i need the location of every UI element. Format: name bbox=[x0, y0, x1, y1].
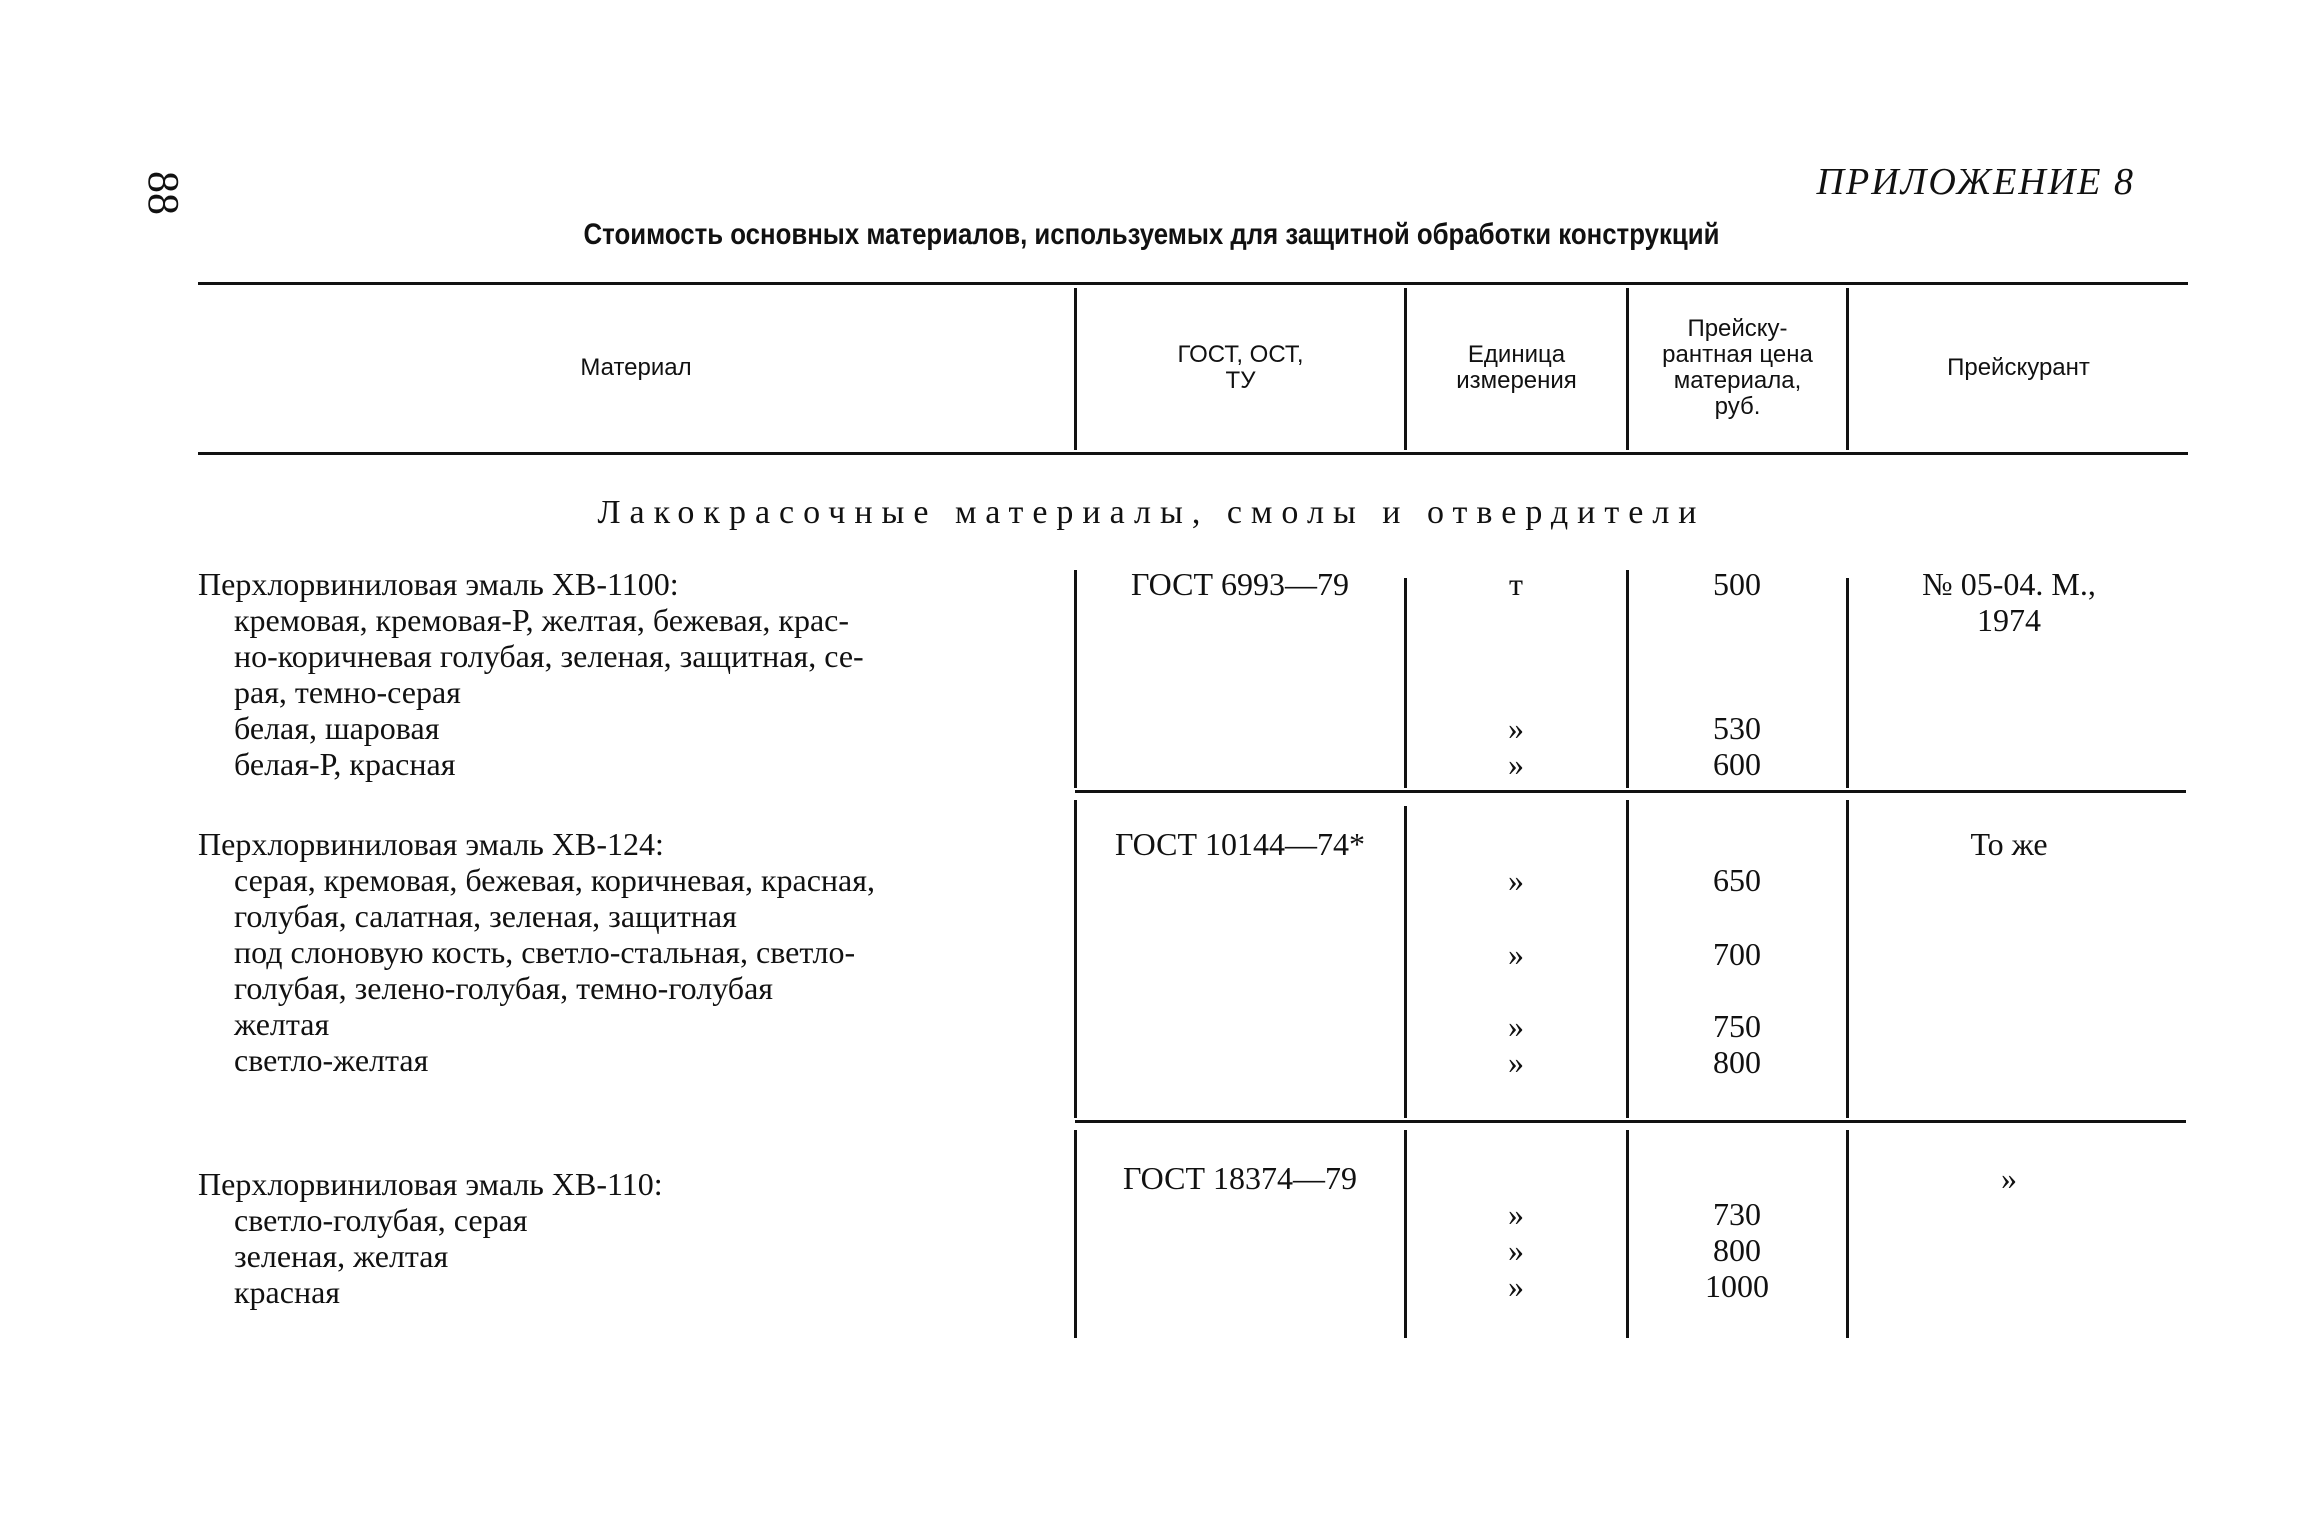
pricelist-cell bbox=[1847, 1160, 2171, 1196]
section-title: Лакокрасочные материалы, смолы и отвердители bbox=[597, 494, 1706, 531]
header-unit-line: Единица bbox=[1467, 341, 1566, 368]
header-unit-line: измерения bbox=[1456, 367, 1577, 394]
document-title: Стоимость основных материалов, используемых для защитной обработки конструкций bbox=[583, 218, 1720, 251]
material-variant: под слоновую кость, светло-стальная, светло- bbox=[234, 934, 856, 970]
group-1-bottom-rule bbox=[1075, 790, 2186, 793]
header-price bbox=[1629, 288, 1846, 448]
pricelist-cell bbox=[1847, 566, 2171, 638]
unit-cell: » bbox=[1508, 936, 1524, 972]
price-cell: 750 bbox=[1713, 1008, 1761, 1044]
price-cell: 530 bbox=[1713, 710, 1761, 746]
price-cell: 500 bbox=[1713, 566, 1761, 602]
body-divider bbox=[1074, 570, 1077, 788]
table-top-rule bbox=[198, 282, 2188, 285]
material-name: Перхлорвиниловая эмаль ХВ-124: bbox=[198, 826, 664, 862]
unit-cell: » bbox=[1508, 1008, 1524, 1044]
material-group-1 bbox=[198, 566, 864, 782]
price-cell: 730 bbox=[1713, 1196, 1761, 1232]
material-variant: светло-желтая bbox=[234, 1042, 429, 1078]
price-cell: 800 bbox=[1713, 1044, 1761, 1080]
header-price-line: Прейску- bbox=[1687, 315, 1788, 342]
material-variant: голубая, зелено-голубая, темно-голубая bbox=[234, 970, 773, 1006]
group-2-bottom-rule bbox=[1075, 1120, 2186, 1123]
header-gost-line: ТУ bbox=[1225, 367, 1256, 394]
pricelist-line: № 05-04. М., bbox=[1922, 566, 2096, 602]
header-price-line: руб. bbox=[1714, 393, 1761, 420]
pricelist-line: » bbox=[2001, 1160, 2017, 1196]
price-cell: 650 bbox=[1713, 862, 1761, 898]
page-number: 88 bbox=[139, 171, 188, 215]
material-variant: кремовая, кремовая-Р, желтая, бежевая, крас- bbox=[234, 602, 849, 638]
material-variant: серая, кремовая, бежевая, коричневая, красная, bbox=[234, 862, 875, 898]
unit-cell: » bbox=[1508, 710, 1524, 746]
unit-cell: » bbox=[1508, 862, 1524, 898]
price-cell: 1000 bbox=[1705, 1268, 1769, 1304]
price-cell: 600 bbox=[1713, 746, 1761, 782]
unit-cell: » bbox=[1508, 1232, 1524, 1268]
header-material-label: Материал bbox=[580, 354, 692, 381]
header-gost bbox=[1077, 288, 1404, 448]
material-variant: белая-Р, красная bbox=[234, 746, 456, 782]
header-price-line: материала, bbox=[1673, 367, 1802, 394]
header-bottom-rule bbox=[198, 452, 2188, 455]
material-group-3 bbox=[198, 1166, 663, 1310]
material-name: Перхлорвиниловая эмаль ХВ-1100: bbox=[198, 566, 679, 602]
unit-cell: » bbox=[1508, 1268, 1524, 1304]
header-unit bbox=[1407, 288, 1626, 448]
gost-cell: ГОСТ 10144—74* bbox=[1114, 826, 1366, 862]
header-material bbox=[198, 288, 1074, 448]
pricelist-line: 1974 bbox=[1977, 602, 2041, 638]
header-gost-line: ГОСТ, ОСТ, bbox=[1177, 341, 1304, 368]
unit-cell: т bbox=[1509, 566, 1523, 602]
material-group-2 bbox=[198, 826, 875, 1078]
gost-cell: ГОСТ 6993—79 bbox=[1130, 566, 1350, 602]
material-variant: красная bbox=[234, 1274, 340, 1310]
price-cell: 800 bbox=[1713, 1232, 1761, 1268]
material-variant: светло-голубая, серая bbox=[234, 1202, 528, 1238]
material-variant: голубая, салатная, зеленая, защитная bbox=[234, 898, 737, 934]
unit-cell: » bbox=[1508, 1044, 1524, 1080]
appendix-label: ПРИЛОЖЕНИЕ 8 bbox=[1816, 161, 2135, 203]
header-pricelist-label: Прейскурант bbox=[1947, 354, 2090, 381]
pricelist-line: То же bbox=[1970, 826, 2048, 862]
material-variant: рая, темно-серая bbox=[234, 674, 461, 710]
header-price-line: рантная цена bbox=[1662, 341, 1813, 368]
pricelist-cell bbox=[1847, 826, 2171, 862]
gost-cell: ГОСТ 18374—79 bbox=[1122, 1160, 1358, 1196]
unit-cell: » bbox=[1508, 1196, 1524, 1232]
material-name: Перхлорвиниловая эмаль ХВ-110: bbox=[198, 1166, 663, 1202]
price-cell: 700 bbox=[1713, 936, 1761, 972]
material-variant: белая, шаровая bbox=[234, 710, 440, 746]
unit-cell: » bbox=[1508, 746, 1524, 782]
header-pricelist bbox=[1849, 288, 2188, 448]
material-variant: желтая bbox=[234, 1006, 330, 1042]
material-variant: но-коричневая голубая, зеленая, защитная, се- bbox=[234, 638, 864, 674]
material-variant: зеленая, желтая bbox=[234, 1238, 449, 1274]
